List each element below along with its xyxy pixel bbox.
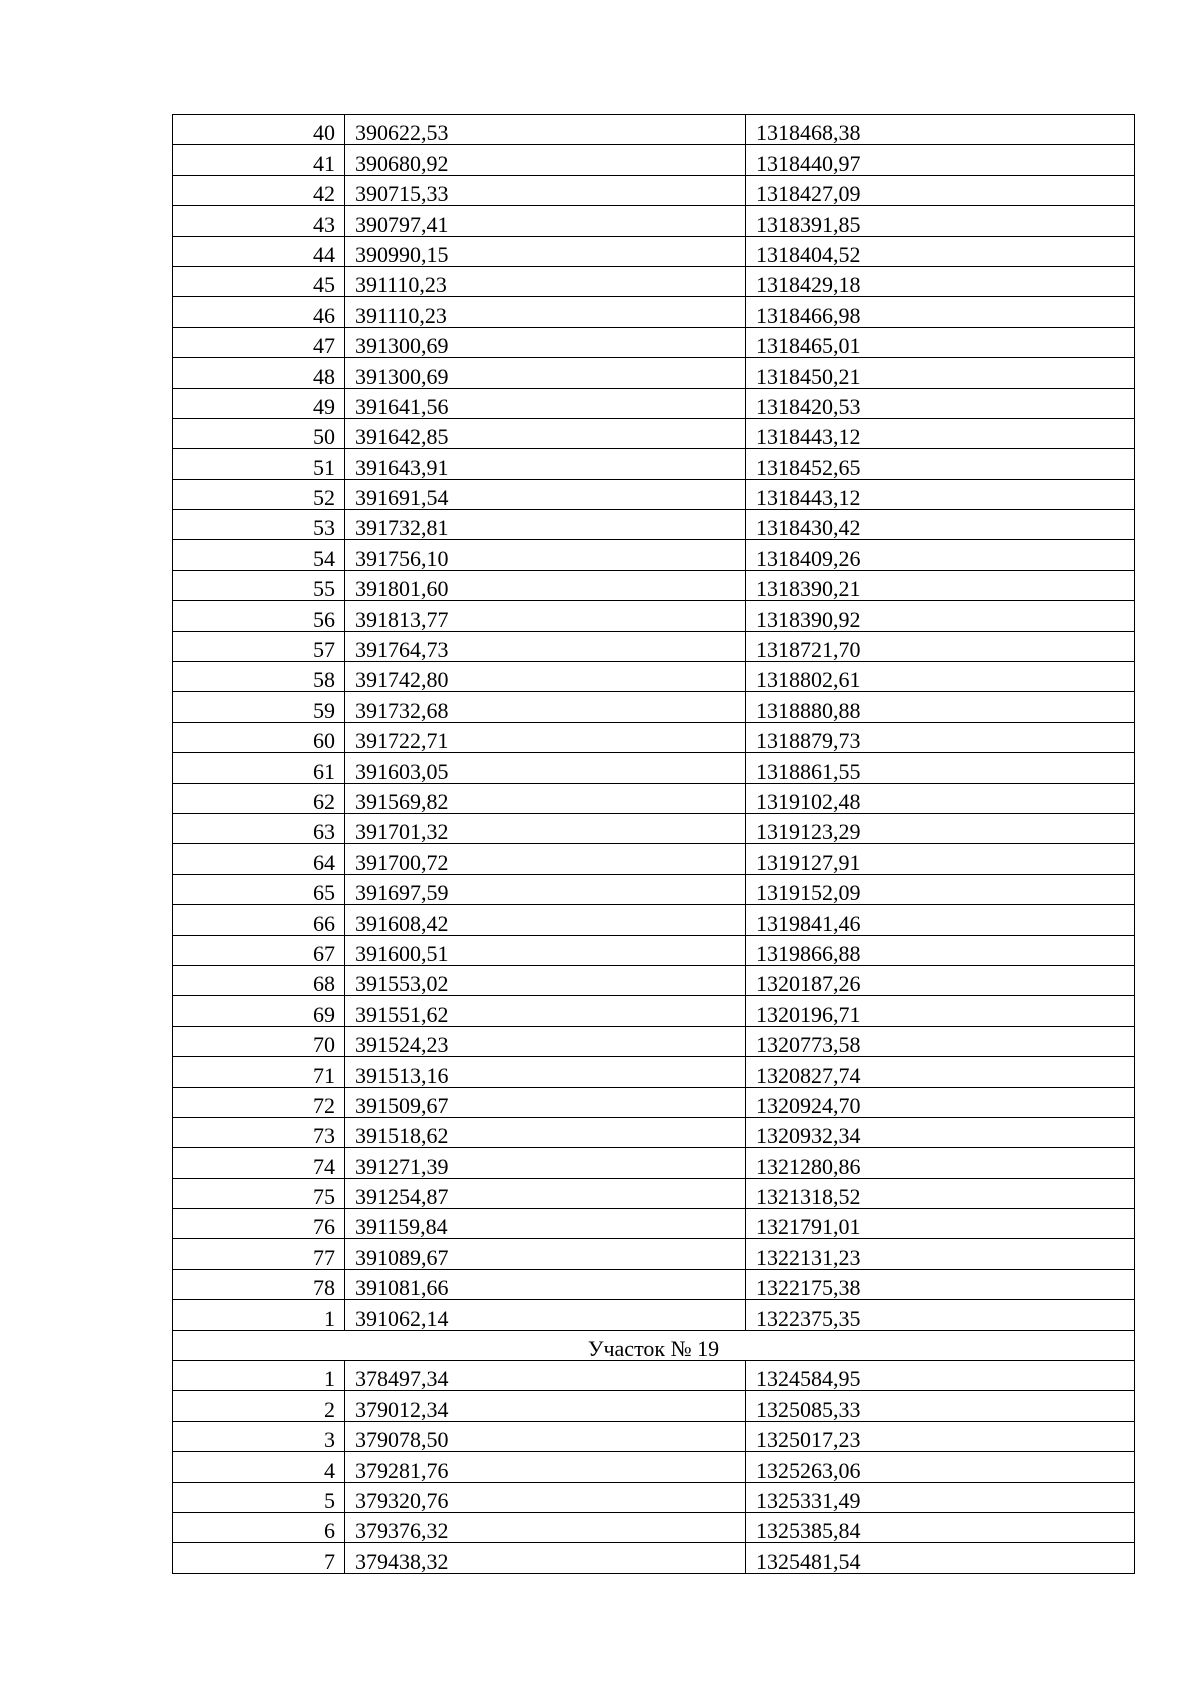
y-coordinate-cell: 1318391,85	[746, 206, 1135, 236]
y-coordinate-cell: 1318468,38	[746, 115, 1135, 145]
x-coordinate-cell: 391524,23	[345, 1026, 746, 1056]
y-coordinate-cell: 1319152,09	[746, 874, 1135, 904]
point-number-cell: 70	[173, 1026, 345, 1056]
x-coordinate-cell: 379376,32	[345, 1512, 746, 1542]
table-row	[173, 145, 1135, 175]
table-row	[173, 631, 1135, 661]
x-coordinate-cell: 391732,68	[345, 692, 746, 722]
table-row	[173, 783, 1135, 813]
point-number-cell: 52	[173, 479, 345, 509]
table-row	[173, 358, 1135, 388]
point-number-cell: 64	[173, 844, 345, 874]
y-coordinate-cell: 1319866,88	[746, 935, 1135, 965]
y-coordinate-cell: 1318409,26	[746, 540, 1135, 570]
point-number-cell: 75	[173, 1178, 345, 1208]
point-number-cell: 77	[173, 1239, 345, 1269]
y-coordinate-cell: 1318443,12	[746, 418, 1135, 448]
table-row	[173, 449, 1135, 479]
x-coordinate-cell: 391110,23	[345, 266, 746, 296]
point-number-cell: 7	[173, 1543, 345, 1573]
point-number-cell: 47	[173, 327, 345, 357]
table-row	[173, 1117, 1135, 1147]
table-row	[173, 1361, 1135, 1391]
x-coordinate-cell: 391697,59	[345, 874, 746, 904]
table-row	[173, 1057, 1135, 1087]
y-coordinate-cell: 1318466,98	[746, 297, 1135, 327]
x-coordinate-cell: 391553,02	[345, 965, 746, 995]
point-number-cell: 78	[173, 1269, 345, 1299]
point-number-cell: 63	[173, 813, 345, 843]
point-number-cell: 59	[173, 692, 345, 722]
table-row	[173, 540, 1135, 570]
x-coordinate-cell: 391081,66	[345, 1269, 746, 1299]
y-coordinate-cell: 1320773,58	[746, 1026, 1135, 1056]
x-coordinate-cell: 379320,76	[345, 1482, 746, 1512]
point-number-cell: 72	[173, 1087, 345, 1117]
table-row	[173, 510, 1135, 540]
y-coordinate-cell: 1325263,06	[746, 1452, 1135, 1482]
y-coordinate-cell: 1325331,49	[746, 1482, 1135, 1512]
x-coordinate-cell: 391254,87	[345, 1178, 746, 1208]
point-number-cell: 2	[173, 1391, 345, 1421]
y-coordinate-cell: 1325085,33	[746, 1391, 1135, 1421]
x-coordinate-cell: 391691,54	[345, 479, 746, 509]
x-coordinate-cell: 391643,91	[345, 449, 746, 479]
table-row	[173, 388, 1135, 418]
x-coordinate-cell: 391642,85	[345, 418, 746, 448]
x-coordinate-cell: 391764,73	[345, 631, 746, 661]
x-coordinate-cell: 391159,84	[345, 1209, 746, 1239]
point-number-cell: 62	[173, 783, 345, 813]
y-coordinate-cell: 1325385,84	[746, 1512, 1135, 1542]
point-number-cell: 4	[173, 1452, 345, 1482]
x-coordinate-cell: 391300,69	[345, 327, 746, 357]
y-coordinate-cell: 1318404,52	[746, 236, 1135, 266]
point-number-cell: 42	[173, 175, 345, 205]
y-coordinate-cell: 1318879,73	[746, 722, 1135, 752]
x-coordinate-cell: 391089,67	[345, 1239, 746, 1269]
x-coordinate-cell: 391513,16	[345, 1057, 746, 1087]
point-number-cell: 60	[173, 722, 345, 752]
x-coordinate-cell: 391608,42	[345, 905, 746, 935]
y-coordinate-cell: 1322375,35	[746, 1300, 1135, 1330]
point-number-cell: 61	[173, 753, 345, 783]
table-row	[173, 692, 1135, 722]
table-row	[173, 1512, 1135, 1542]
point-number-cell: 43	[173, 206, 345, 236]
table-row	[173, 844, 1135, 874]
point-number-cell: 45	[173, 266, 345, 296]
y-coordinate-cell: 1318452,65	[746, 449, 1135, 479]
y-coordinate-cell: 1318721,70	[746, 631, 1135, 661]
table-row	[173, 601, 1135, 631]
section-header-row	[173, 1330, 1135, 1360]
x-coordinate-cell: 391271,39	[345, 1148, 746, 1178]
y-coordinate-cell: 1318390,92	[746, 601, 1135, 631]
point-number-cell: 68	[173, 965, 345, 995]
table-row	[173, 753, 1135, 783]
table-row	[173, 965, 1135, 995]
point-number-cell: 49	[173, 388, 345, 418]
y-coordinate-cell: 1318861,55	[746, 753, 1135, 783]
point-number-cell: 58	[173, 662, 345, 692]
table-row	[173, 935, 1135, 965]
y-coordinate-cell: 1318427,09	[746, 175, 1135, 205]
x-coordinate-cell: 391300,69	[345, 358, 746, 388]
section-title: Участок № 19	[173, 1330, 1135, 1360]
point-number-cell: 71	[173, 1057, 345, 1087]
point-number-cell: 6	[173, 1512, 345, 1542]
x-coordinate-cell: 390622,53	[345, 115, 746, 145]
point-number-cell: 74	[173, 1148, 345, 1178]
y-coordinate-cell: 1319102,48	[746, 783, 1135, 813]
table-row	[173, 1087, 1135, 1117]
y-coordinate-cell: 1318450,21	[746, 358, 1135, 388]
point-number-cell: 48	[173, 358, 345, 388]
table-row	[173, 874, 1135, 904]
table-row	[173, 175, 1135, 205]
y-coordinate-cell: 1318465,01	[746, 327, 1135, 357]
y-coordinate-cell: 1318440,97	[746, 145, 1135, 175]
table-row	[173, 1300, 1135, 1330]
point-number-cell: 54	[173, 540, 345, 570]
point-number-cell: 51	[173, 449, 345, 479]
table-row	[173, 1391, 1135, 1421]
coordinates-table-body	[173, 115, 1135, 1574]
table-row	[173, 206, 1135, 236]
table-row	[173, 327, 1135, 357]
x-coordinate-cell: 391509,67	[345, 1087, 746, 1117]
table-row	[173, 297, 1135, 327]
point-number-cell: 50	[173, 418, 345, 448]
y-coordinate-cell: 1319123,29	[746, 813, 1135, 843]
x-coordinate-cell: 391732,81	[345, 510, 746, 540]
table-row	[173, 1026, 1135, 1056]
y-coordinate-cell: 1320932,34	[746, 1117, 1135, 1147]
y-coordinate-cell: 1324584,95	[746, 1361, 1135, 1391]
point-number-cell: 5	[173, 1482, 345, 1512]
x-coordinate-cell: 379078,50	[345, 1421, 746, 1451]
table-row	[173, 570, 1135, 600]
table-row	[173, 115, 1135, 145]
table-row	[173, 1452, 1135, 1482]
x-coordinate-cell: 391603,05	[345, 753, 746, 783]
point-number-cell: 65	[173, 874, 345, 904]
x-coordinate-cell: 390797,41	[345, 206, 746, 236]
table-row	[173, 1209, 1135, 1239]
x-coordinate-cell: 390680,92	[345, 145, 746, 175]
x-coordinate-cell: 379281,76	[345, 1452, 746, 1482]
x-coordinate-cell: 391722,71	[345, 722, 746, 752]
table-row	[173, 1482, 1135, 1512]
y-coordinate-cell: 1322131,23	[746, 1239, 1135, 1269]
x-coordinate-cell: 391756,10	[345, 540, 746, 570]
table-row	[173, 1543, 1135, 1573]
point-number-cell: 40	[173, 115, 345, 145]
y-coordinate-cell: 1319127,91	[746, 844, 1135, 874]
y-coordinate-cell: 1318420,53	[746, 388, 1135, 418]
x-coordinate-cell: 391801,60	[345, 570, 746, 600]
table-row	[173, 813, 1135, 843]
y-coordinate-cell: 1320827,74	[746, 1057, 1135, 1087]
table-row	[173, 722, 1135, 752]
point-number-cell: 67	[173, 935, 345, 965]
point-number-cell: 66	[173, 905, 345, 935]
y-coordinate-cell: 1318802,61	[746, 662, 1135, 692]
point-number-cell: 57	[173, 631, 345, 661]
point-number-cell: 76	[173, 1209, 345, 1239]
table-row	[173, 1269, 1135, 1299]
y-coordinate-cell: 1320924,70	[746, 1087, 1135, 1117]
x-coordinate-cell: 390990,15	[345, 236, 746, 266]
y-coordinate-cell: 1318430,42	[746, 510, 1135, 540]
table-row	[173, 662, 1135, 692]
table-row	[173, 266, 1135, 296]
point-number-cell: 1	[173, 1300, 345, 1330]
table-row	[173, 418, 1135, 448]
table-row	[173, 236, 1135, 266]
point-number-cell: 56	[173, 601, 345, 631]
table-row	[173, 905, 1135, 935]
table-row	[173, 1421, 1135, 1451]
point-number-cell: 46	[173, 297, 345, 327]
x-coordinate-cell: 391700,72	[345, 844, 746, 874]
table-row	[173, 1148, 1135, 1178]
coordinates-table	[172, 114, 1135, 1574]
x-coordinate-cell: 391600,51	[345, 935, 746, 965]
y-coordinate-cell: 1320187,26	[746, 965, 1135, 995]
point-number-cell: 41	[173, 145, 345, 175]
table-row	[173, 1178, 1135, 1208]
point-number-cell: 55	[173, 570, 345, 600]
point-number-cell: 44	[173, 236, 345, 266]
x-coordinate-cell: 391110,23	[345, 297, 746, 327]
y-coordinate-cell: 1325017,23	[746, 1421, 1135, 1451]
x-coordinate-cell: 391641,56	[345, 388, 746, 418]
y-coordinate-cell: 1318390,21	[746, 570, 1135, 600]
y-coordinate-cell: 1319841,46	[746, 905, 1135, 935]
point-number-cell: 73	[173, 1117, 345, 1147]
point-number-cell: 69	[173, 996, 345, 1026]
y-coordinate-cell: 1318429,18	[746, 266, 1135, 296]
y-coordinate-cell: 1321318,52	[746, 1178, 1135, 1208]
x-coordinate-cell: 391701,32	[345, 813, 746, 843]
table-row	[173, 996, 1135, 1026]
x-coordinate-cell: 391062,14	[345, 1300, 746, 1330]
x-coordinate-cell: 390715,33	[345, 175, 746, 205]
y-coordinate-cell: 1322175,38	[746, 1269, 1135, 1299]
x-coordinate-cell: 391742,80	[345, 662, 746, 692]
y-coordinate-cell: 1318443,12	[746, 479, 1135, 509]
x-coordinate-cell: 379438,32	[345, 1543, 746, 1573]
y-coordinate-cell: 1321280,86	[746, 1148, 1135, 1178]
table-row	[173, 479, 1135, 509]
table-row	[173, 1239, 1135, 1269]
x-coordinate-cell: 391569,82	[345, 783, 746, 813]
x-coordinate-cell: 378497,34	[345, 1361, 746, 1391]
y-coordinate-cell: 1318880,88	[746, 692, 1135, 722]
y-coordinate-cell: 1325481,54	[746, 1543, 1135, 1573]
y-coordinate-cell: 1321791,01	[746, 1209, 1135, 1239]
point-number-cell: 53	[173, 510, 345, 540]
point-number-cell: 1	[173, 1361, 345, 1391]
x-coordinate-cell: 391518,62	[345, 1117, 746, 1147]
y-coordinate-cell: 1320196,71	[746, 996, 1135, 1026]
x-coordinate-cell: 391551,62	[345, 996, 746, 1026]
x-coordinate-cell: 391813,77	[345, 601, 746, 631]
x-coordinate-cell: 379012,34	[345, 1391, 746, 1421]
point-number-cell: 3	[173, 1421, 345, 1451]
